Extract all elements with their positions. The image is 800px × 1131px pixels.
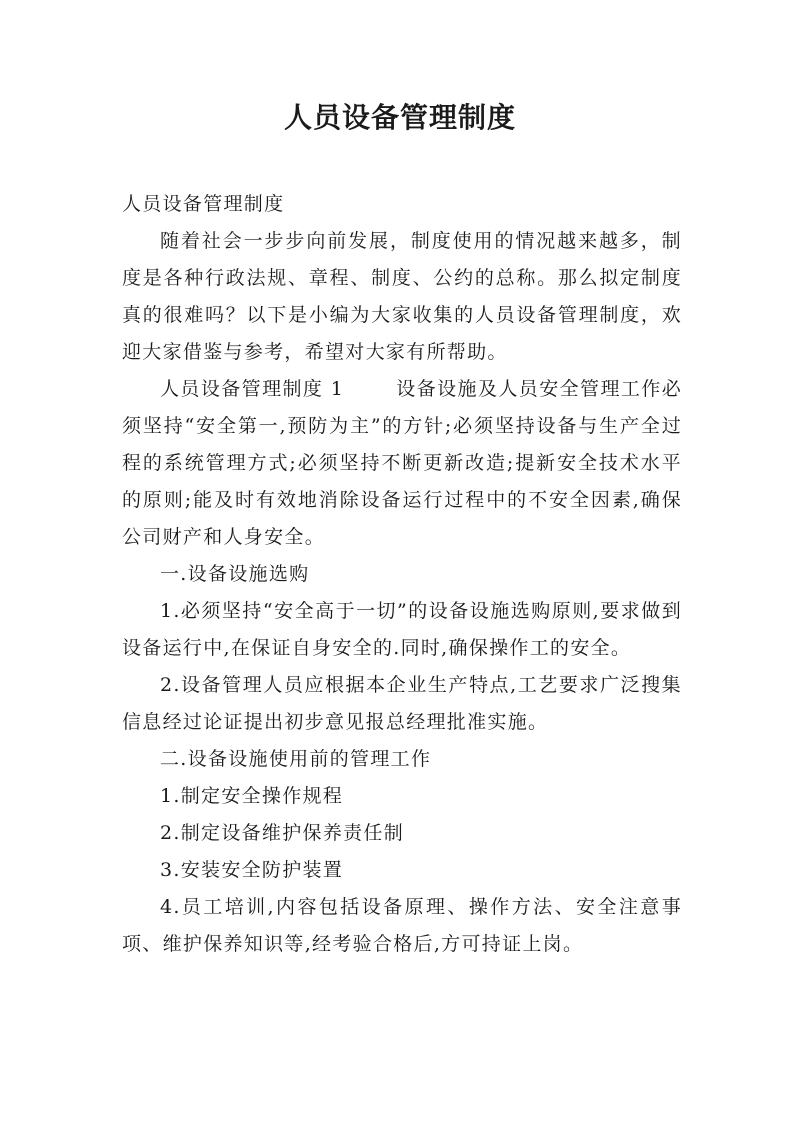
paragraph-item: 4.员工培训,内容包括设备原理、操作方法、安全注意事项、维护保养知识等,经考验合格后,方可持证上岗。 [122, 896, 682, 955]
document-title: 人员设备管理制度 [283, 101, 516, 134]
paragraph-item: 1.制定安全操作规程 [160, 785, 344, 807]
paragraph-subheading-1: 一.设备设施选购 [160, 563, 310, 585]
document-body [122, 186, 682, 963]
paragraph-item: 2.制定设备维护保养责任制 [160, 822, 405, 844]
paragraph-item: 1.必须坚持“安全高于一切”的设备设施选购原则,要求做到设备运行中,在保证自身安全的.同时,确保操作工的安全。 [122, 600, 682, 659]
paragraph-item: 3.安装安全防护装置 [160, 859, 344, 881]
paragraph-section-1 [122, 371, 682, 556]
paragraph-subheading-2: 二.设备设施使用前的管理工作 [160, 748, 432, 770]
paragraph-intro: 随着社会一步步向前发展，制度使用的情况越来越多，制度是各种行政法规、章程、制度、公约的总称。那么拟定制度真的很难吗？以下是小编为大家收集的人员设备管理制度，欢迎大家借鉴与参考，希望对大家有所帮助。 [122, 230, 682, 363]
section-label: 人员设备管理制度 1 [160, 378, 345, 400]
paragraph-item: 2.设备管理人员应根据本企业生产特点,工艺要求广泛搜集信息经过论证提出初步意见报总经理批准实施。 [122, 674, 682, 733]
paragraph-heading: 人员设备管理制度 [122, 193, 285, 215]
section-1-text: 设备设施及人员安全管理工作必须坚持“安全第一,预防为主”的方针;必须坚持设备与生产全过程的系统管理方式;必须坚持不断更新改造;提新安全技术水平的原则;能及时有效地消除设备运行过程中的不安全因素,确保公司财产和人身安全。 [122, 378, 682, 548]
